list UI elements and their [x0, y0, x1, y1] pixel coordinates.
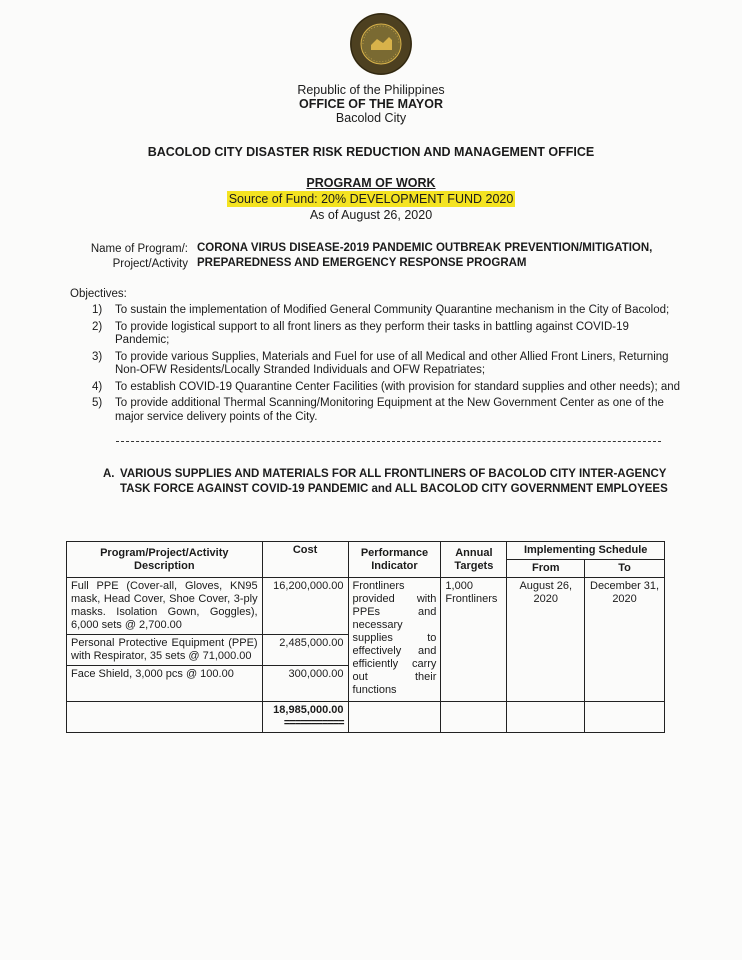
header-description	[67, 542, 263, 578]
program-of-work-table	[66, 541, 665, 733]
section-a-letter: A.	[103, 468, 115, 480]
program-label	[70, 242, 188, 272]
office-line: OFFICE OF THE MAYOR	[299, 97, 443, 111]
table-row	[67, 578, 665, 635]
row-cost: 2,485,000.00	[262, 635, 348, 666]
objectives-list	[92, 304, 682, 427]
fund-source: Source of Fund: 20% DEVELOPMENT FUND 2020	[228, 192, 514, 206]
row-cost: 16,200,000.00	[262, 578, 348, 635]
doc-title: PROGRAM OF WORK	[306, 176, 436, 190]
objective-item	[92, 397, 682, 424]
objective-text: To provide various Supplies, Materials and Fuel for use of all Medical and other Allied Front Liners, Returning Non-OFW Residents/Locally Stranded Individuals and OFW Repatriates;	[115, 350, 669, 376]
section-a-title: VARIOUS SUPPLIES AND MATERIALS FOR ALL FRONTLINERS OF BACOLOD CITY INTER-AGENCY TASK FORCE AGAINST COVID-19 PANDEMIC and ALL BACOLOD CITY GOVERNMENT EMPLOYEES	[120, 468, 668, 495]
schedule-from: August 26, 2020	[507, 578, 585, 702]
header-annual-targets	[441, 542, 507, 578]
objective-number: 4)	[92, 380, 103, 393]
header-performance	[348, 542, 441, 578]
objective-number: 1)	[92, 304, 103, 316]
objective-text: To provide logistical support to all front liners as they perform their tasks in battling against COVID-19 Pandemic;	[115, 320, 629, 346]
program-label-line1: Name of Program/:	[90, 243, 188, 255]
empty-cell	[348, 702, 441, 733]
objective-item	[92, 304, 682, 318]
fund-source-wrap	[0, 192, 742, 206]
objective-number: 3)	[92, 350, 103, 363]
row-cost: 300,000.00	[262, 666, 348, 702]
total-label-cell	[67, 702, 263, 733]
header-description-line2: Description	[134, 559, 195, 572]
section-a-heading	[103, 467, 688, 496]
objective-number: 5)	[92, 397, 103, 409]
row-description: Full PPE (Cover-all, Gloves, KN95 mask, Head Cover, Shoe Cover, 3-ply masks. Isolation Gown, Goggles), 6,000 sets @ 2,700.00	[67, 578, 263, 635]
objectives-title: Objectives:	[70, 288, 127, 300]
city-seal-logo	[349, 12, 413, 76]
objective-item	[92, 351, 682, 378]
total-double-underline: ===========	[283, 717, 344, 729]
objective-item	[92, 381, 682, 395]
header-annual-line1: Annual	[455, 546, 493, 559]
annual-target: 1,000 Frontliners	[441, 578, 507, 702]
schedule-to: December 31, 2020	[585, 578, 665, 702]
table-total-row	[67, 702, 665, 733]
objective-text: To establish COVID-19 Quarantine Center Facilities (with provision for standard supplies and other needs); and	[115, 380, 681, 393]
table-header-row	[67, 542, 665, 560]
row-description: Personal Protective Equipment (PPE) with Respirator, 35 sets @ 71,000.00	[67, 635, 263, 666]
header-annual-line2: Targets	[454, 559, 494, 572]
header-to: To	[585, 560, 665, 578]
program-label-line2: Project/Activity	[112, 258, 188, 270]
as-of-date: As of August 26, 2020	[309, 208, 433, 222]
row-description: Face Shield, 3,000 pcs @ 100.00	[67, 666, 263, 702]
republic-line: Republic of the Philippines	[297, 83, 445, 97]
objective-text: To sustain the implementation of Modified General Community Quarantine mechanism in the City of Bacolod;	[115, 304, 670, 316]
program-name	[197, 241, 667, 271]
city-line: Bacolod City	[335, 111, 407, 125]
header-schedule: Implementing Schedule	[507, 542, 665, 560]
empty-cell	[507, 702, 585, 733]
performance-indicator: Frontliners provided with PPEs and necessary supplies to effectively and efficiently carry out their functions	[348, 578, 441, 702]
program-name-line1: CORONA VIRUS DISEASE-2019 PANDEMIC OUTBREAK PREVENTION/MITIGATION,	[197, 242, 653, 254]
program-name-line2: PREPAREDNESS AND EMERGENCY RESPONSE PROGRAM	[197, 257, 527, 269]
objective-item	[92, 321, 682, 348]
header-cost: Cost	[262, 542, 348, 578]
header-from: From	[507, 560, 585, 578]
objective-text: To provide additional Thermal Scanning/Monitoring Equipment at the New Government Center as one of the major service delivery points of the City.	[115, 397, 664, 423]
empty-cell	[441, 702, 507, 733]
total-cost-cell	[262, 702, 348, 733]
agency-title: BACOLOD CITY DISASTER RISK REDUCTION AND MANAGEMENT OFFICE	[147, 145, 595, 159]
header-performance-line2: Indicator	[371, 559, 418, 572]
objective-number: 2)	[92, 320, 103, 333]
empty-cell	[585, 702, 665, 733]
header-performance-line1: Performance	[360, 546, 429, 559]
header-description-line1: Program/Project/Activity	[100, 546, 229, 559]
total-cost: 18,985,000.00	[273, 704, 344, 716]
section-divider	[116, 441, 661, 442]
